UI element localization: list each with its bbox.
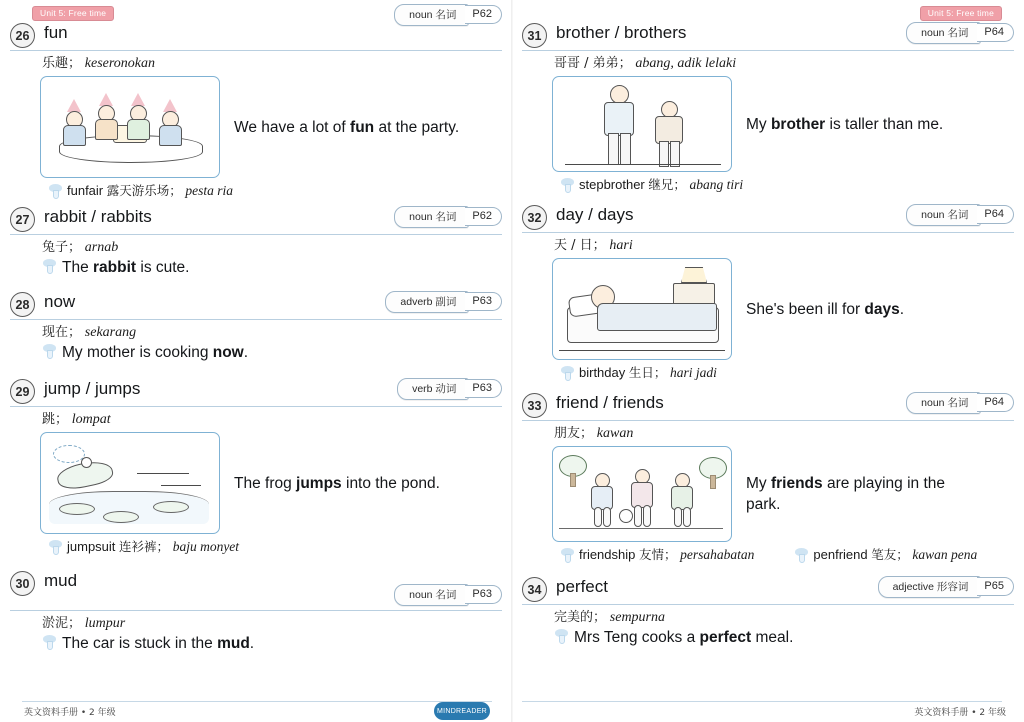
- translation-chinese: 朋友；: [554, 426, 594, 441]
- sentence-part: My: [746, 115, 771, 133]
- derivative-malay: abang tiri: [689, 177, 744, 192]
- footer-right: [914, 705, 1006, 718]
- translation-chinese: 现在；: [42, 325, 82, 340]
- entry-30: [10, 570, 502, 657]
- derivative-chinese: 连衫裤；: [119, 539, 170, 554]
- entry-tag-group: [397, 378, 502, 399]
- sentence-keyword: now: [212, 344, 244, 361]
- page-reference: P64: [977, 205, 1014, 224]
- derivative-word: penfriend: [813, 547, 868, 562]
- entry-27: [10, 206, 502, 281]
- translation-chinese: 哥哥 / 弟弟；: [554, 56, 632, 71]
- entry-divider: [10, 319, 502, 320]
- entry-headword: jump / jumps: [44, 379, 141, 398]
- entry-translation: [42, 54, 502, 73]
- derivative-item: [48, 538, 239, 556]
- sentence-part: .: [243, 344, 249, 361]
- illustration-party-scene: [40, 76, 220, 178]
- translation-chinese: 完美的；: [554, 610, 607, 625]
- derivative-chinese: 生日；: [628, 365, 667, 380]
- example-sentence: [746, 473, 974, 515]
- entry-34: [522, 576, 1014, 651]
- derivative-malay: kawan pena: [912, 547, 978, 562]
- footer-left: [24, 705, 116, 718]
- example-sentence: [62, 342, 502, 364]
- derivative-list: [48, 182, 502, 200]
- entry-tag-group: [878, 576, 1014, 597]
- sentence-keyword: days: [864, 300, 900, 318]
- derivative-list: [560, 364, 1014, 382]
- sentence-part: We have a lot of: [234, 118, 351, 136]
- footer-text: 英文资料手册 • 2 年级: [24, 708, 116, 718]
- flower-icon: [42, 344, 57, 357]
- example-sentence: [62, 257, 502, 279]
- translation-malay: arnab: [84, 240, 119, 255]
- translation-malay: kawan: [596, 426, 634, 441]
- derivative-chinese: 露天游乐场；: [106, 183, 182, 198]
- derivative-list: [560, 176, 1014, 194]
- part-of-speech-tag: verb 动词: [397, 378, 469, 400]
- sentence-keyword: jumps: [296, 474, 342, 492]
- page-reference: P63: [465, 292, 502, 311]
- illustration-sick-in-bed: [552, 258, 732, 360]
- entry-tag-group: [906, 22, 1014, 43]
- entry-tag-group: [906, 392, 1014, 413]
- entry-headword: brother / brothers: [556, 23, 687, 42]
- entry-31: [522, 22, 1014, 196]
- sentence-part: is cute.: [136, 259, 190, 276]
- page-reference: P63: [465, 585, 502, 604]
- entry-divider: [522, 232, 1014, 233]
- entry-divider: [10, 406, 502, 407]
- sentence-part: .: [249, 635, 255, 652]
- footer-divider: [522, 701, 1002, 702]
- entry-number: 34: [522, 577, 547, 602]
- entry-translation: [42, 323, 502, 342]
- sentence-part: meal.: [751, 629, 794, 646]
- right-page: [512, 0, 1024, 722]
- entry-number: 26: [10, 23, 35, 48]
- derivative-list: [48, 538, 502, 556]
- flower-icon: [560, 178, 575, 191]
- illustration-friends-park: [552, 446, 732, 542]
- translation-malay: lumpur: [84, 616, 126, 631]
- translation-malay: abang, adik lelaki: [635, 56, 737, 71]
- footer-text: 英文资料手册 • 2 年级: [914, 708, 1006, 718]
- sentence-part: The frog: [234, 474, 297, 492]
- entry-number: 30: [10, 571, 35, 596]
- example-sentence: [62, 633, 502, 655]
- entry-32: [522, 204, 1014, 384]
- sentence-part: .: [899, 300, 905, 318]
- page-reference: P65: [977, 577, 1014, 596]
- entry-translation: [42, 238, 502, 257]
- flower-icon: [554, 629, 569, 642]
- derivative-word: friendship: [579, 547, 636, 562]
- sentence-part: at the party.: [374, 118, 460, 136]
- flower-icon: [42, 635, 57, 648]
- part-of-speech-tag: adjective 形容词: [878, 576, 982, 598]
- derivative-malay: persahabatan: [680, 547, 755, 562]
- sentence-part: is taller than me.: [825, 115, 944, 133]
- entry-divider: [10, 234, 502, 235]
- sentence-part: She's been ill for: [746, 300, 865, 318]
- entry-29: [10, 378, 502, 558]
- flower-icon: [560, 366, 575, 379]
- entry-body: [552, 258, 1014, 360]
- part-of-speech-tag: noun 名词: [394, 4, 469, 26]
- entry-number: 31: [522, 23, 547, 48]
- translation-chinese: 跳；: [42, 412, 69, 427]
- entry-headword: fun: [44, 23, 68, 42]
- page-reference: P62: [465, 207, 502, 226]
- derivative-item: [560, 546, 754, 564]
- entry-tag-group: [394, 4, 502, 25]
- page-reference: P62: [465, 5, 502, 24]
- sentence-part: My: [746, 475, 771, 492]
- entry-body: [552, 76, 1014, 172]
- part-of-speech-tag: noun 名词: [906, 204, 981, 226]
- translation-malay: sempurna: [609, 610, 666, 625]
- publisher-logo: MINDREADER: [434, 702, 490, 720]
- entry-number: 28: [10, 292, 35, 317]
- entry-divider: [10, 50, 502, 51]
- translation-malay: sekarang: [84, 325, 137, 340]
- derivative-chinese: 继兄；: [648, 177, 686, 192]
- entry-translation: [554, 236, 1014, 255]
- flower-icon: [48, 540, 63, 553]
- sentence-part: Mrs Teng cooks a: [574, 629, 700, 646]
- entry-headword: friend / friends: [556, 393, 664, 412]
- entry-33: [522, 392, 1014, 566]
- page-reference: P64: [977, 23, 1014, 42]
- sentence-keyword: friends: [770, 475, 823, 492]
- sentence-keyword: brother: [770, 115, 826, 133]
- sentence-part: The car is stuck in the: [62, 635, 218, 652]
- translation-chinese: 淤泥；: [42, 616, 82, 631]
- entry-divider: [522, 50, 1014, 51]
- part-of-speech-tag: adverb 副词: [385, 291, 469, 313]
- example-sentence: [746, 299, 904, 320]
- sentence-part: The: [62, 259, 94, 276]
- entry-tag-group: [394, 584, 502, 605]
- page-reference: P64: [977, 393, 1014, 412]
- sentence-keyword: perfect: [699, 629, 752, 646]
- sentence-keyword: mud: [217, 635, 250, 652]
- sentence-part: into the pond.: [341, 474, 440, 492]
- entry-headword: rabbit / rabbits: [44, 207, 152, 226]
- sentence-keyword: fun: [350, 118, 375, 136]
- derivative-chinese: 笔友；: [871, 547, 909, 562]
- entry-divider: [522, 604, 1014, 605]
- entry-tag-group: [906, 204, 1014, 225]
- part-of-speech-tag: noun 名词: [394, 206, 469, 228]
- entry-translation: [42, 614, 502, 633]
- page-reference: P63: [465, 379, 502, 398]
- unit-tab-left: Unit 5: Free time: [32, 6, 114, 21]
- flower-icon: [48, 184, 63, 197]
- sentence-part: are playing in the park.: [746, 475, 946, 513]
- derivative-item: [560, 364, 717, 382]
- entry-28: [10, 291, 502, 366]
- translation-malay: keseronokan: [84, 56, 156, 71]
- entry-tag-group: [394, 206, 502, 227]
- sentence-keyword: rabbit: [93, 259, 137, 276]
- flower-icon: [42, 259, 57, 272]
- entry-headword: mud: [44, 571, 78, 590]
- derivative-item: [794, 546, 977, 564]
- right-running-head: [522, 4, 1014, 22]
- example-sentence: [234, 473, 440, 494]
- derivative-word: birthday: [579, 365, 626, 380]
- entry-body: [40, 432, 502, 534]
- derivative-list: [560, 546, 1014, 564]
- entry-translation: [42, 410, 502, 429]
- derivative-malay: baju monyet: [172, 539, 240, 554]
- entry-translation: [554, 424, 1014, 443]
- example-sentence: [746, 114, 943, 135]
- unit-tab-right: Unit 5: Free time: [920, 6, 1002, 21]
- translation-malay: hari: [609, 238, 633, 253]
- translation-chinese: 乐趣；: [42, 56, 82, 71]
- entry-translation: [554, 608, 1014, 627]
- part-of-speech-tag: noun 名词: [906, 392, 981, 414]
- footer-divider: [22, 701, 492, 702]
- entry-body: [40, 76, 502, 178]
- derivative-item: [560, 176, 743, 194]
- derivative-malay: pesta ria: [185, 183, 234, 198]
- flower-icon: [560, 548, 575, 561]
- entry-headword: now: [44, 292, 76, 311]
- entry-tag-group: [385, 291, 502, 312]
- derivative-malay: hari jadi: [670, 365, 717, 380]
- entry-number: 29: [10, 379, 35, 404]
- entry-number: 27: [10, 207, 35, 232]
- example-sentence: [574, 627, 1014, 649]
- entry-translation: [554, 54, 1014, 73]
- entry-number: 33: [522, 393, 547, 418]
- derivative-item: [48, 182, 233, 200]
- translation-chinese: 兔子；: [42, 240, 82, 255]
- flower-icon: [794, 548, 809, 561]
- entry-headword: day / days: [556, 205, 634, 224]
- example-sentence: [234, 117, 459, 138]
- translation-chinese: 天 / 日；: [554, 238, 606, 253]
- entry-headword: perfect: [556, 577, 608, 596]
- illustration-two-brothers: [552, 76, 732, 172]
- entry-number: 32: [522, 205, 547, 230]
- illustration-frog-pond: [40, 432, 220, 534]
- entry-body: [552, 446, 1014, 542]
- derivative-word: stepbrother: [579, 177, 645, 192]
- derivative-word: jumpsuit: [67, 539, 116, 554]
- sentence-part: My mother is cooking: [62, 344, 213, 361]
- entry-divider: [10, 610, 502, 611]
- derivative-chinese: 友情；: [639, 547, 677, 562]
- part-of-speech-tag: noun 名词: [906, 22, 981, 44]
- part-of-speech-tag: noun 名词: [394, 584, 469, 606]
- entry-divider: [522, 420, 1014, 421]
- translation-malay: lompat: [71, 412, 111, 427]
- derivative-word: funfair: [67, 183, 104, 198]
